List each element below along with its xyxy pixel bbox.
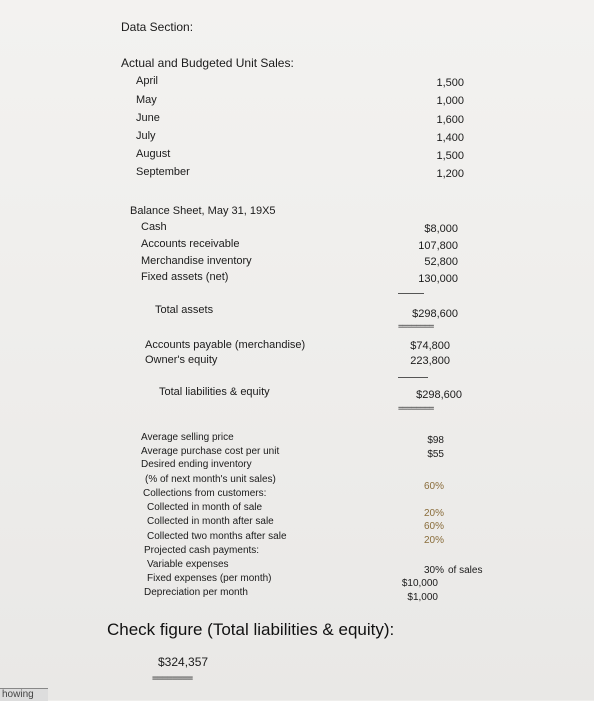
- sales-month-label: April: [136, 75, 159, 87]
- assumption-label: Collections from customers:: [143, 488, 267, 499]
- subtotal-rule: [398, 293, 424, 294]
- clipped-side-text: howing: [0, 688, 48, 701]
- assumption-label: Fixed expenses (per month): [147, 573, 272, 584]
- sales-month-label: June: [136, 112, 160, 124]
- sales-month-value: 1,600: [436, 114, 464, 126]
- assumption-label: Collected two months after sale: [147, 531, 287, 542]
- assumption-value: 30%: [423, 565, 444, 576]
- asset-value: 52,800: [424, 256, 458, 268]
- assumption-label: Projected cash payments:: [144, 545, 260, 556]
- assumption-label: Collected in month after sale: [147, 516, 274, 527]
- asset-label: Merchandise inventory: [141, 255, 252, 267]
- double-underline: ========: [152, 673, 193, 684]
- total-assets-value: $298,600: [412, 308, 458, 320]
- assumption-value: 60%: [423, 521, 444, 532]
- assumption-label: Variable expenses: [147, 559, 229, 570]
- balance-sheet-heading: Balance Sheet, May 31, 19X5: [130, 205, 276, 217]
- section-title: Data Section:: [121, 20, 194, 34]
- sales-month-label: July: [136, 130, 156, 142]
- assumption-value: $55: [427, 449, 444, 460]
- sales-month-value: 1,000: [436, 95, 464, 107]
- sales-month-value: 1,400: [436, 132, 464, 144]
- subtotal-rule: [398, 377, 428, 378]
- assumption-label: Collected in month of sale: [147, 502, 263, 513]
- sales-month-label: May: [136, 94, 157, 106]
- assumption-value: 20%: [423, 508, 444, 519]
- assumption-label: Average purchase cost per unit: [141, 446, 280, 457]
- sales-month-label: August: [136, 148, 171, 160]
- check-figure-value: $324,357: [158, 655, 209, 669]
- assumption-value: 60%: [423, 481, 444, 492]
- check-figure-label: Check figure (Total liabilities & equity):: [107, 620, 395, 639]
- sales-month-value: 1,500: [436, 77, 464, 89]
- assumption-value: $98: [427, 435, 444, 446]
- total-liabilities-label: Total liabilities & equity: [159, 386, 270, 398]
- liability-label: Accounts payable (merchandise): [145, 339, 306, 351]
- assumption-label: Desired ending inventory: [141, 459, 252, 470]
- sales-month-label: September: [136, 166, 190, 178]
- assumption-note: of sales: [448, 565, 483, 576]
- assumption-value: $1,000: [407, 592, 438, 603]
- liability-label: Owner's equity: [145, 354, 218, 366]
- asset-value: $8,000: [424, 223, 458, 235]
- liability-value: 223,800: [410, 355, 450, 367]
- asset-value: 107,800: [418, 240, 458, 252]
- double-underline: ========: [398, 322, 434, 332]
- asset-label: Fixed assets (net): [141, 271, 229, 283]
- asset-value: 130,000: [418, 273, 458, 285]
- sales-month-value: 1,500: [436, 150, 464, 162]
- double-underline: ========: [398, 404, 434, 414]
- liability-value: $74,800: [410, 340, 450, 352]
- assumption-value: 20%: [423, 535, 444, 546]
- total-assets-label: Total assets: [155, 304, 214, 316]
- assumption-label: (% of next month's unit sales): [145, 474, 276, 485]
- sales-heading: Actual and Budgeted Unit Sales:: [121, 56, 294, 70]
- assumption-label: Average selling price: [141, 432, 234, 443]
- total-liabilities-value: $298,600: [416, 389, 462, 401]
- asset-label: Cash: [141, 221, 167, 233]
- sales-month-value: 1,200: [436, 168, 464, 180]
- assumption-value: $10,000: [401, 578, 438, 589]
- asset-label: Accounts receivable: [141, 238, 240, 250]
- assumption-label: Depreciation per month: [144, 587, 248, 598]
